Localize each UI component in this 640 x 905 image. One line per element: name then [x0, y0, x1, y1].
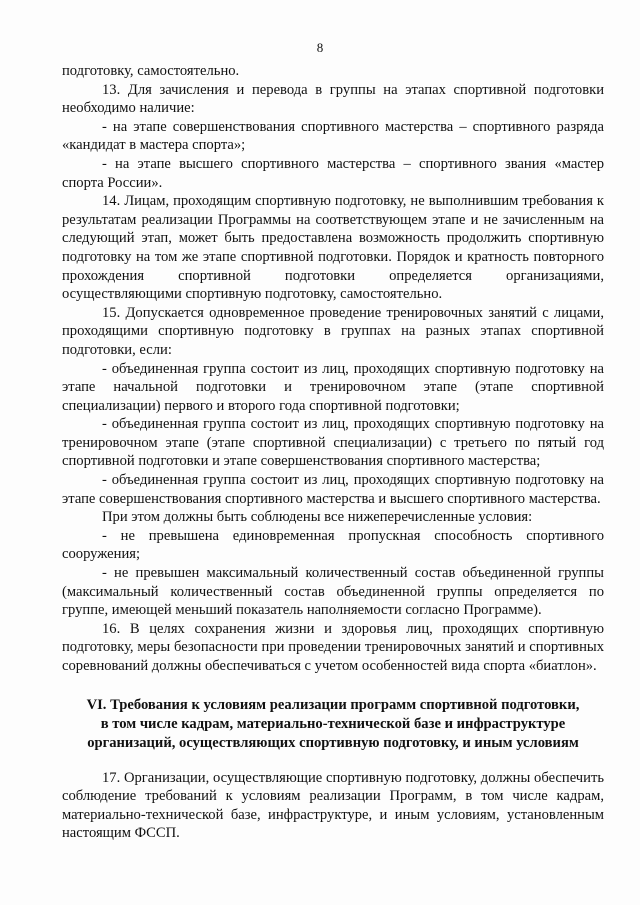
paragraph-17: 17. Организации, осуществляющие спортивную подготовку, должны обеспечить соблюдение требований к условиям реализации Программ, в том числе кадрам, материально-технической базе, инфраструктуре, и иным условиям, установленным настоящим ФССП. [62, 769, 604, 842]
document-body [62, 62, 604, 843]
section-heading [62, 696, 604, 753]
list-item: - на этапе совершенствования спортивного мастерства – спортивного разряда «кандидат в мастера спорта»; [62, 118, 604, 154]
list-item: - объединенная группа состоит из лиц, проходящих спортивную подготовку на этапе начальной подготовки и тренировочном этапе (этапе спортивной специализации) первого и второго года спортивной подготовки; [62, 360, 604, 414]
section-heading-line: организаций, осуществляющих спортивную подготовку, и иным условиям [87, 734, 579, 751]
list-item: - не превышена единовременная пропускная способность спортивного сооружения; [62, 527, 604, 563]
list-item: - на этапе высшего спортивного мастерства – спортивного звания «мастер спорта России». [62, 155, 604, 191]
page-number: 8 [316, 40, 324, 55]
section-heading-line: в том числе кадрам, материально-технической базе и инфраструктуре [100, 715, 566, 732]
paragraph-15: 15. Допускается одновременное проведение тренировочных занятий с лицами, проходящими спортивную подготовку в группах на разных этапах спортивной подготовки, если: [62, 304, 604, 358]
section-heading-line: VI. Требования к условиям реализации программ спортивной подготовки, [86, 696, 580, 713]
paragraph: При этом должны быть соблюдены все нижеперечисленные условия: [102, 509, 533, 526]
list-item: - объединенная группа состоит из лиц, проходящих спортивную подготовку на тренировочном этапе (этапе спортивной специализации) с третьего по пятый год спортивной подготовки и этапе совершенствования спортивного мастерства; [62, 416, 604, 470]
list-item: - не превышен максимальный количественный состав объединенной группы (максимальный количественный состав объединенной группы определяется по группе, имеющей меньший показатель наполняемости согласно Программе). [62, 565, 604, 619]
paragraph-13: 13. Для зачисления и перевода в группы на этапах спортивной подготовки необходимо наличие: [62, 81, 604, 117]
paragraph-14: 14. Лицам, проходящим спортивную подготовку, не выполнившим требования к результатам реализации Программы на соответствующем этапе и не зачисленным на следующий этап, может быть предоставлена возможность продолжить спортивную подготовку на том же этапе спортивной подготовки. Порядок и кратность повторного прохождения спортивной подготовки определяется организациями, осуществляющими спортивную подготовку, самостоятельно. [62, 193, 604, 303]
paragraph: подготовку, самостоятельно. [62, 63, 240, 79]
paragraph-16: 16. В целях сохранения жизни и здоровья лиц, проходящих спортивную подготовку, меры безопасности при проведении тренировочных занятий и спортивных соревнований должны обеспечиваться с учетом особенностей вида спорта «биатлон». [62, 620, 604, 674]
list-item: - объединенная группа состоит из лиц, проходящих спортивную подготовку на этапе совершенствования спортивного мастерства и высшего спортивного мастерства. [62, 472, 604, 507]
